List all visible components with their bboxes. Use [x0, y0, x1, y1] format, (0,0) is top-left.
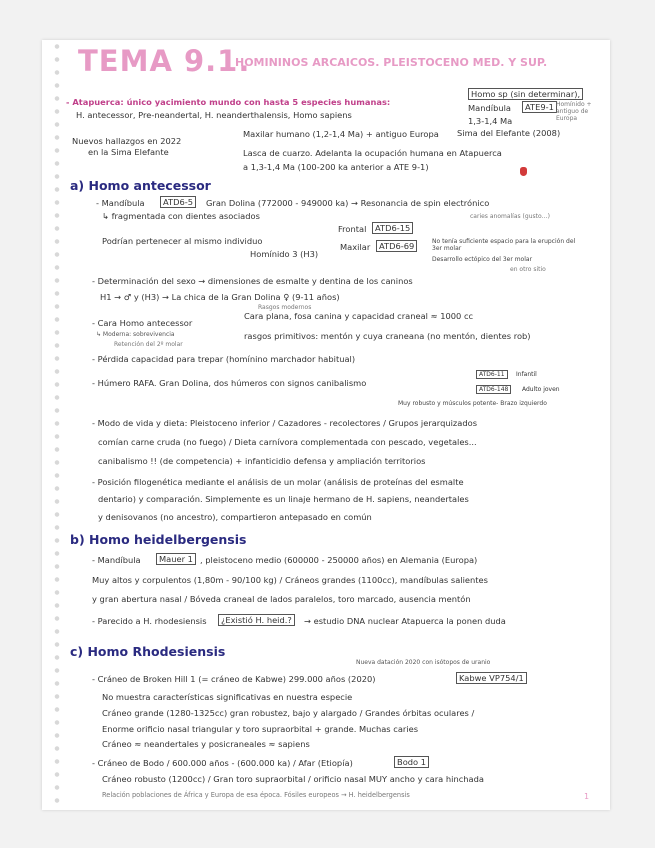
atapuerca-line2: H. antecessor, Pre-neandertal, H. neanderthalensis, Homo sapiens: [76, 110, 352, 120]
page-title: TEMA 9.1.: [78, 44, 251, 78]
box-atd6-11: ATD6-11: [476, 370, 508, 379]
antecessor-trepar: - Pérdida capacidad para trepar (homínino marchador habitual): [92, 354, 356, 364]
atapuerca-date: 1,3-1,4 Ma: [468, 116, 513, 126]
lasca-line2: a 1,3-1,4 Ma (100-200 ka anterior a ATE 9-1): [243, 162, 429, 172]
antecessor-robusto: Muy robusto y músculos potente- Brazo izquierdo: [398, 400, 547, 407]
antecessor-l3b: Homínido 3 (H3): [250, 249, 319, 259]
antecessor-cara1: Cara plana, fosa canina y capacidad craneal ≈ 1000 cc: [244, 311, 474, 321]
antecessor-l1: - Mandíbula: [96, 198, 145, 208]
heid-l4: - Parecido a H. rhodesiensis: [92, 616, 207, 626]
rhod-l4: Enorme orificio nasal triangular y toro supraorbital + grande. Muchas caries: [102, 724, 419, 734]
box-atd6-148: ATD6-148: [476, 385, 511, 394]
heid-l1b: , pleistoceno medio (600000 - 250000 años) en Alemania (Europa): [200, 555, 478, 565]
antecessor-vida2: comían carne cruda (no fuego) / Dieta carnívora complementada con pescado, vegetales...: [98, 437, 477, 447]
box-atd6-5: ATD6-5: [160, 196, 196, 208]
section-rhodesiensis: c) Homo Rhodesiensis: [70, 644, 226, 659]
antecessor-l1b: Gran Dolina (772000 - 949000 ka) → Resonancia de spin electrónico: [206, 198, 490, 208]
lasca-line: Lasca de cuarzo. Adelanta la ocupación humana en Atapuerca: [243, 148, 502, 158]
antecessor-humero: - Húmero RAFA. Gran Dolina, dos húmeros con signos canibalismo: [92, 378, 367, 388]
heid-l3: y gran abertura nasal / Bóveda craneal de lados paralelos, toro marcado, ausencia mentón: [92, 594, 471, 604]
heid-l2: Muy altos y corpulentos (1,80m - 90/100 kg) / Cráneos grandes (1100cc), mandíbulas salientes: [92, 575, 488, 585]
antecessor-cara: - Cara Homo antecessor: [92, 318, 193, 328]
antecessor-cara2: rasgos primitivos: mentón y cuya craneana (no mentón, dientes rob): [244, 331, 531, 341]
section-heidelbergensis: b) Homo heidelbergensis: [70, 532, 247, 547]
box-atd6-15: ATD6-15: [372, 222, 413, 234]
new-finds-1: Nuevos hallazgos en 2022: [72, 136, 182, 146]
antecessor-l3: Podrían pertenecer al mismo individuo: [102, 236, 263, 246]
antecessor-l2: ↳ fragmentada con dientes asociados: [102, 211, 260, 221]
box-kabwe: Kabwe VP754/1: [456, 672, 527, 684]
antecessor-retencion: Retención del 2º molar: [114, 341, 183, 348]
new-finds-2: en la Sima Elefante: [88, 147, 169, 157]
antecessor-rasgos: Rasgos modernos: [258, 304, 312, 311]
antecessor-infantil: Infantil: [516, 371, 537, 378]
page-subtitle: HOMININOS ARCAICOS. PLEISTOCENO MED. Y SUP.: [235, 56, 548, 69]
rhod-l2: No muestra características significativas en nuestra especie: [102, 692, 353, 702]
rhod-l1: - Cráneo de Broken Hill 1 (= cráneo de Kabwe) 299.000 años (2020): [92, 674, 376, 684]
antecessor-l5: Desarrollo ectópico del 3er molar: [432, 256, 533, 263]
antecessor-filo: - Posición filogenética mediante el análisis de un molar (análisis de proteínas del esmalte: [92, 477, 464, 487]
antecessor-filo3: y denisovanos (no ancestro), compartieron antepasado en común: [98, 512, 372, 522]
maxilar-label: Maxilar: [340, 242, 371, 252]
antecessor-l6: en otro sitio: [510, 266, 546, 273]
section-antecessor: a) Homo antecessor: [70, 178, 211, 193]
rhod-note: Nueva datación 2020 con isótopos de uranio: [356, 659, 491, 666]
antecessor-vida3: canibalismo !! (de competencia) + infanticidio defensa y ampliación territorios: [98, 456, 426, 466]
antecessor-filo2: dentario) y comparación. Simplemente es un linaje hermano de H. sapiens, neandertales: [98, 494, 469, 504]
rhod-l5: Cráneo ≈ neandertales y posicraneales ≈ sapiens: [102, 739, 310, 749]
box-sapiens: Homo sp (sin determinar),: [468, 88, 583, 100]
antecessor-vida: - Modo de vida y dieta: Pleistoceno inferior / Cazadores - recolectores / Grupos jerarquizados: [92, 418, 478, 428]
atapuerca-hand: Mandíbula: [468, 103, 511, 113]
box-atee: ATE9-1: [522, 101, 557, 113]
frontal-label: Frontal: [338, 224, 367, 234]
spiral-holes: [53, 40, 61, 810]
rhod-l6: - Cráneo de Bodo / 600.000 años - (600.000 ka) / Afar (Etiopía): [92, 758, 353, 768]
atapuerca-side-note: Homínido + antiguo de Europa: [556, 101, 592, 122]
page-number: 1: [584, 792, 590, 801]
box-existio: ¿Existió H. heid.?: [218, 614, 295, 626]
rhod-l7: Cráneo robusto (1200cc) / Gran toro supraorbital / orificio nasal MUY ancho y cara hinchada: [102, 774, 484, 784]
antecessor-adulto: Adulto joven: [522, 386, 560, 393]
box-atd6-69: ATD6-69: [376, 240, 417, 252]
exclamation-icon: [520, 161, 527, 180]
antecessor-sex2: H1 → ♂ y (H3) → La chica de la Gran Dolina ♀ (9-11 años): [100, 292, 340, 302]
rhod-l8: Relación poblaciones de África y Europa de esa época. Fósiles europeos → H. heidelbergensis: [102, 791, 410, 799]
box-bodo: Bodo 1: [394, 756, 429, 768]
box-mauer: Mauer 1: [156, 553, 196, 565]
antecessor-sex: - Determinación del sexo → dimensiones de esmalte y dentina de los caninos: [92, 276, 413, 286]
maxilla-line: Maxilar humano (1,2-1,4 Ma) + antiguo Europa: [243, 129, 439, 139]
heid-l1: - Mandíbula: [92, 555, 141, 565]
atapuerca-text: - Atapuerca: único yacimiento mundo con hasta 5 especies humanas:: [66, 97, 391, 107]
antecessor-l4: No tenía suficiente espacio para la erupción del 3er molar: [432, 238, 576, 252]
antecessor-caries: caries anomalías (gusto…): [470, 213, 550, 220]
atapuerca-sima: Sima del Elefante (2008): [457, 128, 561, 138]
atapuerca-line1: [66, 97, 390, 107]
rhod-l3: Cráneo grande (1280-1325cc) gran robustez, bajo y alargado / Grandes órbitas oculares /: [102, 708, 475, 718]
heid-l4c: → estudio DNA nuclear Atapuerca la ponen duda: [304, 616, 506, 626]
antecessor-moderna: ↳ Moderna: sobrevivencia: [96, 331, 175, 338]
